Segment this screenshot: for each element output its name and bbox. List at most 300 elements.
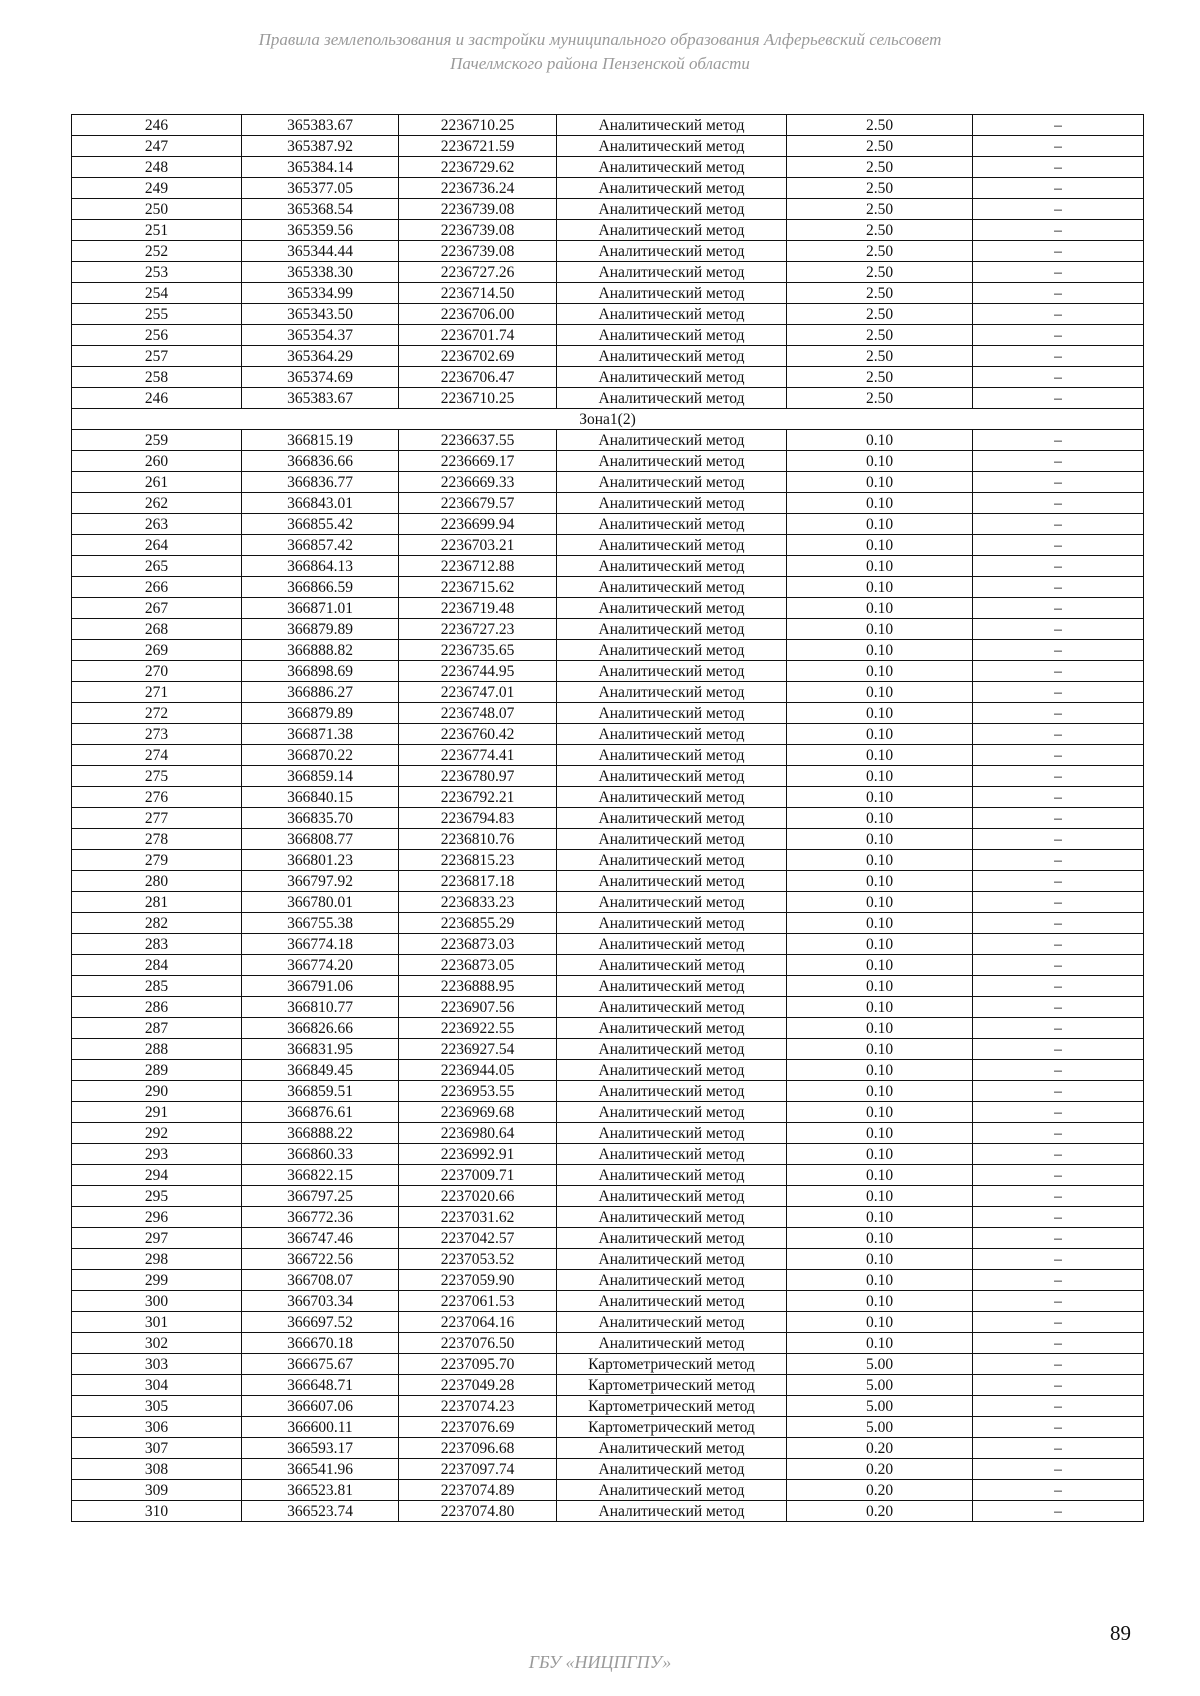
note-cell: – — [973, 829, 1144, 850]
y-coordinate-cell: 2237020.66 — [399, 1186, 557, 1207]
note-cell: – — [973, 1249, 1144, 1270]
accuracy-cell: 5.00 — [787, 1396, 973, 1417]
x-coordinate-cell: 366523.74 — [242, 1501, 399, 1522]
table-row — [72, 1291, 1144, 1312]
accuracy-cell: 5.00 — [787, 1375, 973, 1396]
accuracy-cell: 0.10 — [787, 871, 973, 892]
accuracy-cell: 0.10 — [787, 703, 973, 724]
note-cell: – — [973, 535, 1144, 556]
x-coordinate-cell: 366871.01 — [242, 598, 399, 619]
point-number-cell: 304 — [72, 1375, 242, 1396]
table-row — [72, 1312, 1144, 1333]
table-row — [72, 430, 1144, 451]
table-row — [72, 220, 1144, 241]
y-coordinate-cell: 2236714.50 — [399, 283, 557, 304]
point-number-cell: 308 — [72, 1459, 242, 1480]
note-cell: – — [973, 346, 1144, 367]
note-cell: – — [973, 472, 1144, 493]
point-number-cell: 249 — [72, 178, 242, 199]
table-row — [72, 661, 1144, 682]
note-cell: – — [973, 766, 1144, 787]
y-coordinate-cell: 2236729.62 — [399, 157, 557, 178]
point-number-cell: 274 — [72, 745, 242, 766]
y-coordinate-cell: 2236792.21 — [399, 787, 557, 808]
accuracy-cell: 0.10 — [787, 640, 973, 661]
method-cell: Аналитический метод — [557, 913, 787, 934]
y-coordinate-cell: 2237074.89 — [399, 1480, 557, 1501]
accuracy-cell: 2.50 — [787, 283, 973, 304]
table-row — [72, 1165, 1144, 1186]
point-number-cell: 265 — [72, 556, 242, 577]
note-cell: – — [973, 808, 1144, 829]
x-coordinate-cell: 366772.36 — [242, 1207, 399, 1228]
method-cell: Аналитический метод — [557, 1039, 787, 1060]
accuracy-cell: 0.10 — [787, 829, 973, 850]
method-cell: Аналитический метод — [557, 451, 787, 472]
table-row — [72, 766, 1144, 787]
table-row — [72, 1396, 1144, 1417]
table-row — [72, 157, 1144, 178]
x-coordinate-cell: 366836.66 — [242, 451, 399, 472]
x-coordinate-cell: 366780.01 — [242, 892, 399, 913]
x-coordinate-cell: 366870.22 — [242, 745, 399, 766]
accuracy-cell: 2.50 — [787, 178, 973, 199]
x-coordinate-cell: 366774.18 — [242, 934, 399, 955]
point-number-cell: 293 — [72, 1144, 242, 1165]
method-cell: Аналитический метод — [557, 199, 787, 220]
note-cell: – — [973, 1228, 1144, 1249]
accuracy-cell: 0.10 — [787, 1207, 973, 1228]
header-line-1: Правила землепользования и застройки муниципального образования Алферьевский сельсовет — [258, 30, 942, 49]
point-number-cell: 285 — [72, 976, 242, 997]
accuracy-cell: 2.50 — [787, 367, 973, 388]
x-coordinate-cell: 366523.81 — [242, 1480, 399, 1501]
note-cell: – — [973, 115, 1144, 136]
method-cell: Аналитический метод — [557, 535, 787, 556]
method-cell: Картометрический метод — [557, 1375, 787, 1396]
y-coordinate-cell: 2237042.57 — [399, 1228, 557, 1249]
x-coordinate-cell: 366670.18 — [242, 1333, 399, 1354]
accuracy-cell: 2.50 — [787, 346, 973, 367]
point-number-cell: 262 — [72, 493, 242, 514]
note-cell: – — [973, 1207, 1144, 1228]
y-coordinate-cell: 2236810.76 — [399, 829, 557, 850]
table-row — [72, 1417, 1144, 1438]
accuracy-cell: 0.10 — [787, 1186, 973, 1207]
accuracy-cell: 2.50 — [787, 157, 973, 178]
y-coordinate-cell: 2236739.08 — [399, 199, 557, 220]
y-coordinate-cell: 2237097.74 — [399, 1459, 557, 1480]
note-cell: – — [973, 1333, 1144, 1354]
note-cell: – — [973, 1501, 1144, 1522]
accuracy-cell: 0.10 — [787, 1228, 973, 1249]
table-row — [72, 1333, 1144, 1354]
table-row — [72, 871, 1144, 892]
note-cell: – — [973, 283, 1144, 304]
table-row — [72, 1102, 1144, 1123]
point-number-cell: 294 — [72, 1165, 242, 1186]
point-number-cell: 301 — [72, 1312, 242, 1333]
y-coordinate-cell: 2237031.62 — [399, 1207, 557, 1228]
x-coordinate-cell: 366836.77 — [242, 472, 399, 493]
note-cell: – — [973, 493, 1144, 514]
table-row — [72, 388, 1144, 409]
point-number-cell: 257 — [72, 346, 242, 367]
accuracy-cell: 0.10 — [787, 1165, 973, 1186]
x-coordinate-cell: 366898.69 — [242, 661, 399, 682]
x-coordinate-cell: 366879.89 — [242, 619, 399, 640]
point-number-cell: 299 — [72, 1270, 242, 1291]
accuracy-cell: 0.10 — [787, 955, 973, 976]
y-coordinate-cell: 2236907.56 — [399, 997, 557, 1018]
table-row — [72, 1018, 1144, 1039]
method-cell: Аналитический метод — [557, 871, 787, 892]
accuracy-cell: 2.50 — [787, 325, 973, 346]
y-coordinate-cell: 2236706.47 — [399, 367, 557, 388]
y-coordinate-cell: 2237074.23 — [399, 1396, 557, 1417]
y-coordinate-cell: 2236669.33 — [399, 472, 557, 493]
method-cell: Аналитический метод — [557, 1438, 787, 1459]
method-cell: Аналитический метод — [557, 892, 787, 913]
point-number-cell: 272 — [72, 703, 242, 724]
note-cell: – — [973, 892, 1144, 913]
accuracy-cell: 0.10 — [787, 514, 973, 535]
accuracy-cell: 2.50 — [787, 241, 973, 262]
x-coordinate-cell: 366815.19 — [242, 430, 399, 451]
accuracy-cell: 0.10 — [787, 535, 973, 556]
table-row — [72, 535, 1144, 556]
method-cell: Аналитический метод — [557, 115, 787, 136]
accuracy-cell: 0.10 — [787, 934, 973, 955]
note-cell: – — [973, 1438, 1144, 1459]
point-number-cell: 306 — [72, 1417, 242, 1438]
table-row — [72, 1081, 1144, 1102]
y-coordinate-cell: 2236721.59 — [399, 136, 557, 157]
point-number-cell: 305 — [72, 1396, 242, 1417]
table-row — [72, 913, 1144, 934]
accuracy-cell: 0.10 — [787, 1312, 973, 1333]
table-row — [72, 1060, 1144, 1081]
method-cell: Аналитический метод — [557, 346, 787, 367]
y-coordinate-cell: 2236888.95 — [399, 976, 557, 997]
accuracy-cell: 0.10 — [787, 1102, 973, 1123]
y-coordinate-cell: 2237053.52 — [399, 1249, 557, 1270]
y-coordinate-cell: 2236735.65 — [399, 640, 557, 661]
method-cell: Аналитический метод — [557, 766, 787, 787]
y-coordinate-cell: 2237061.53 — [399, 1291, 557, 1312]
table-row — [72, 619, 1144, 640]
point-number-cell: 289 — [72, 1060, 242, 1081]
note-cell: – — [973, 1291, 1144, 1312]
x-coordinate-cell: 366843.01 — [242, 493, 399, 514]
accuracy-cell: 0.10 — [787, 766, 973, 787]
y-coordinate-cell: 2236739.08 — [399, 220, 557, 241]
y-coordinate-cell: 2237096.68 — [399, 1438, 557, 1459]
point-number-cell: 260 — [72, 451, 242, 472]
y-coordinate-cell: 2236873.03 — [399, 934, 557, 955]
method-cell: Аналитический метод — [557, 976, 787, 997]
x-coordinate-cell: 365354.37 — [242, 325, 399, 346]
point-number-cell: 248 — [72, 157, 242, 178]
method-cell: Аналитический метод — [557, 1312, 787, 1333]
table-row — [72, 115, 1144, 136]
accuracy-cell: 0.10 — [787, 1270, 973, 1291]
x-coordinate-cell: 366607.06 — [242, 1396, 399, 1417]
accuracy-cell: 0.20 — [787, 1459, 973, 1480]
y-coordinate-cell: 2236679.57 — [399, 493, 557, 514]
y-coordinate-cell: 2236855.29 — [399, 913, 557, 934]
point-number-cell: 295 — [72, 1186, 242, 1207]
y-coordinate-cell: 2236774.41 — [399, 745, 557, 766]
accuracy-cell: 0.20 — [787, 1501, 973, 1522]
note-cell: – — [973, 1060, 1144, 1081]
method-cell: Аналитический метод — [557, 577, 787, 598]
point-number-cell: 246 — [72, 115, 242, 136]
x-coordinate-cell: 366755.38 — [242, 913, 399, 934]
y-coordinate-cell: 2236719.48 — [399, 598, 557, 619]
accuracy-cell: 0.10 — [787, 1123, 973, 1144]
method-cell: Аналитический метод — [557, 661, 787, 682]
point-number-cell: 280 — [72, 871, 242, 892]
point-number-cell: 277 — [72, 808, 242, 829]
method-cell: Аналитический метод — [557, 703, 787, 724]
accuracy-cell: 0.10 — [787, 661, 973, 682]
y-coordinate-cell: 2237059.90 — [399, 1270, 557, 1291]
accuracy-cell: 5.00 — [787, 1417, 973, 1438]
accuracy-cell: 2.50 — [787, 388, 973, 409]
table-row — [72, 577, 1144, 598]
point-number-cell: 287 — [72, 1018, 242, 1039]
zone-section-label: Зона1(2) — [72, 409, 1144, 430]
x-coordinate-cell: 366600.11 — [242, 1417, 399, 1438]
point-number-cell: 300 — [72, 1291, 242, 1312]
method-cell: Аналитический метод — [557, 1144, 787, 1165]
y-coordinate-cell: 2237095.70 — [399, 1354, 557, 1375]
note-cell: – — [973, 1165, 1144, 1186]
point-number-cell: 252 — [72, 241, 242, 262]
y-coordinate-cell: 2236744.95 — [399, 661, 557, 682]
note-cell: – — [973, 976, 1144, 997]
x-coordinate-cell: 365343.50 — [242, 304, 399, 325]
accuracy-cell: 0.10 — [787, 1039, 973, 1060]
y-coordinate-cell: 2237074.80 — [399, 1501, 557, 1522]
method-cell: Аналитический метод — [557, 325, 787, 346]
note-cell: – — [973, 220, 1144, 241]
point-number-cell: 302 — [72, 1333, 242, 1354]
note-cell: – — [973, 724, 1144, 745]
accuracy-cell: 0.20 — [787, 1480, 973, 1501]
table-row — [72, 1207, 1144, 1228]
x-coordinate-cell: 366593.17 — [242, 1438, 399, 1459]
method-cell: Аналитический метод — [557, 1249, 787, 1270]
point-number-cell: 273 — [72, 724, 242, 745]
note-cell: – — [973, 745, 1144, 766]
point-number-cell: 263 — [72, 514, 242, 535]
y-coordinate-cell: 2236780.97 — [399, 766, 557, 787]
table-row — [72, 346, 1144, 367]
table-row — [72, 1270, 1144, 1291]
method-cell: Аналитический метод — [557, 997, 787, 1018]
accuracy-cell: 0.10 — [787, 850, 973, 871]
x-coordinate-cell: 365334.99 — [242, 283, 399, 304]
y-coordinate-cell: 2236637.55 — [399, 430, 557, 451]
point-number-cell: 269 — [72, 640, 242, 661]
x-coordinate-cell: 365344.44 — [242, 241, 399, 262]
note-cell: – — [973, 451, 1144, 472]
method-cell: Аналитический метод — [557, 1081, 787, 1102]
accuracy-cell: 0.10 — [787, 1081, 973, 1102]
method-cell: Аналитический метод — [557, 514, 787, 535]
method-cell: Аналитический метод — [557, 745, 787, 766]
y-coordinate-cell: 2236727.23 — [399, 619, 557, 640]
coordinates-table-body — [72, 115, 1144, 1522]
method-cell: Аналитический метод — [557, 682, 787, 703]
x-coordinate-cell: 365374.69 — [242, 367, 399, 388]
accuracy-cell: 0.10 — [787, 430, 973, 451]
note-cell: – — [973, 514, 1144, 535]
table-row — [72, 304, 1144, 325]
x-coordinate-cell: 366888.22 — [242, 1123, 399, 1144]
table-row — [72, 1480, 1144, 1501]
y-coordinate-cell: 2236980.64 — [399, 1123, 557, 1144]
x-coordinate-cell: 366675.67 — [242, 1354, 399, 1375]
note-cell: – — [973, 1270, 1144, 1291]
accuracy-cell: 0.10 — [787, 1249, 973, 1270]
point-number-cell: 298 — [72, 1249, 242, 1270]
accuracy-cell: 2.50 — [787, 199, 973, 220]
accuracy-cell: 0.10 — [787, 1291, 973, 1312]
accuracy-cell: 0.10 — [787, 682, 973, 703]
note-cell: – — [973, 619, 1144, 640]
note-cell: – — [973, 913, 1144, 934]
x-coordinate-cell: 366541.96 — [242, 1459, 399, 1480]
y-coordinate-cell: 2236794.83 — [399, 808, 557, 829]
note-cell: – — [973, 850, 1144, 871]
x-coordinate-cell: 366855.42 — [242, 514, 399, 535]
accuracy-cell: 2.50 — [787, 220, 973, 241]
x-coordinate-cell: 365383.67 — [242, 115, 399, 136]
method-cell: Аналитический метод — [557, 1501, 787, 1522]
y-coordinate-cell: 2236715.62 — [399, 577, 557, 598]
y-coordinate-cell: 2236815.23 — [399, 850, 557, 871]
accuracy-cell: 0.10 — [787, 1060, 973, 1081]
header-line-2: Пачелмского района Пензенской области — [450, 54, 750, 73]
note-cell: – — [973, 262, 1144, 283]
point-number-cell: 253 — [72, 262, 242, 283]
note-cell: – — [973, 577, 1144, 598]
accuracy-cell: 0.10 — [787, 724, 973, 745]
point-number-cell: 279 — [72, 850, 242, 871]
x-coordinate-cell: 366797.25 — [242, 1186, 399, 1207]
point-number-cell: 275 — [72, 766, 242, 787]
note-cell: – — [973, 787, 1144, 808]
point-number-cell: 307 — [72, 1438, 242, 1459]
x-coordinate-cell: 366859.51 — [242, 1081, 399, 1102]
x-coordinate-cell: 366876.61 — [242, 1102, 399, 1123]
table-row — [72, 1249, 1144, 1270]
note-cell: – — [973, 1354, 1144, 1375]
table-row — [72, 241, 1144, 262]
y-coordinate-cell: 2236699.94 — [399, 514, 557, 535]
method-cell: Аналитический метод — [557, 178, 787, 199]
y-coordinate-cell: 2237064.16 — [399, 1312, 557, 1333]
table-row — [72, 136, 1144, 157]
table-row — [72, 1144, 1144, 1165]
point-number-cell: 250 — [72, 199, 242, 220]
table-row — [72, 1039, 1144, 1060]
point-number-cell: 251 — [72, 220, 242, 241]
point-number-cell: 246 — [72, 388, 242, 409]
x-coordinate-cell: 366810.77 — [242, 997, 399, 1018]
table-row — [72, 1186, 1144, 1207]
note-cell: – — [973, 1459, 1144, 1480]
accuracy-cell: 0.10 — [787, 556, 973, 577]
table-row — [72, 1438, 1144, 1459]
table-row — [72, 850, 1144, 871]
point-number-cell: 303 — [72, 1354, 242, 1375]
method-cell: Аналитический метод — [557, 556, 787, 577]
table-row — [72, 598, 1144, 619]
x-coordinate-cell: 365383.67 — [242, 388, 399, 409]
table-row — [72, 1228, 1144, 1249]
method-cell: Аналитический метод — [557, 1291, 787, 1312]
method-cell: Аналитический метод — [557, 640, 787, 661]
x-coordinate-cell: 366797.92 — [242, 871, 399, 892]
method-cell: Аналитический метод — [557, 1270, 787, 1291]
table-row — [72, 640, 1144, 661]
method-cell: Аналитический метод — [557, 472, 787, 493]
table-row — [72, 787, 1144, 808]
method-cell: Аналитический метод — [557, 1228, 787, 1249]
x-coordinate-cell: 365377.05 — [242, 178, 399, 199]
method-cell: Аналитический метод — [557, 136, 787, 157]
method-cell: Аналитический метод — [557, 262, 787, 283]
point-number-cell: 278 — [72, 829, 242, 850]
table-row — [72, 325, 1144, 346]
point-number-cell: 286 — [72, 997, 242, 1018]
method-cell: Картометрический метод — [557, 1396, 787, 1417]
accuracy-cell: 0.10 — [787, 493, 973, 514]
x-coordinate-cell: 365368.54 — [242, 199, 399, 220]
note-cell: – — [973, 1123, 1144, 1144]
point-number-cell: 270 — [72, 661, 242, 682]
table-row — [72, 283, 1144, 304]
point-number-cell: 268 — [72, 619, 242, 640]
note-cell: – — [973, 1375, 1144, 1396]
point-number-cell: 281 — [72, 892, 242, 913]
table-row — [72, 199, 1144, 220]
y-coordinate-cell: 2236922.55 — [399, 1018, 557, 1039]
method-cell: Аналитический метод — [557, 619, 787, 640]
note-cell: – — [973, 241, 1144, 262]
y-coordinate-cell: 2236706.00 — [399, 304, 557, 325]
table-row — [72, 976, 1144, 997]
method-cell: Аналитический метод — [557, 724, 787, 745]
point-number-cell: 258 — [72, 367, 242, 388]
x-coordinate-cell: 366822.15 — [242, 1165, 399, 1186]
y-coordinate-cell: 2236817.18 — [399, 871, 557, 892]
method-cell: Аналитический метод — [557, 493, 787, 514]
accuracy-cell: 5.00 — [787, 1354, 973, 1375]
point-number-cell: 290 — [72, 1081, 242, 1102]
table-row — [72, 1354, 1144, 1375]
table-row — [72, 1501, 1144, 1522]
x-coordinate-cell: 366808.77 — [242, 829, 399, 850]
y-coordinate-cell: 2236702.69 — [399, 346, 557, 367]
x-coordinate-cell: 366835.70 — [242, 808, 399, 829]
x-coordinate-cell: 366703.34 — [242, 1291, 399, 1312]
note-cell: – — [973, 1396, 1144, 1417]
